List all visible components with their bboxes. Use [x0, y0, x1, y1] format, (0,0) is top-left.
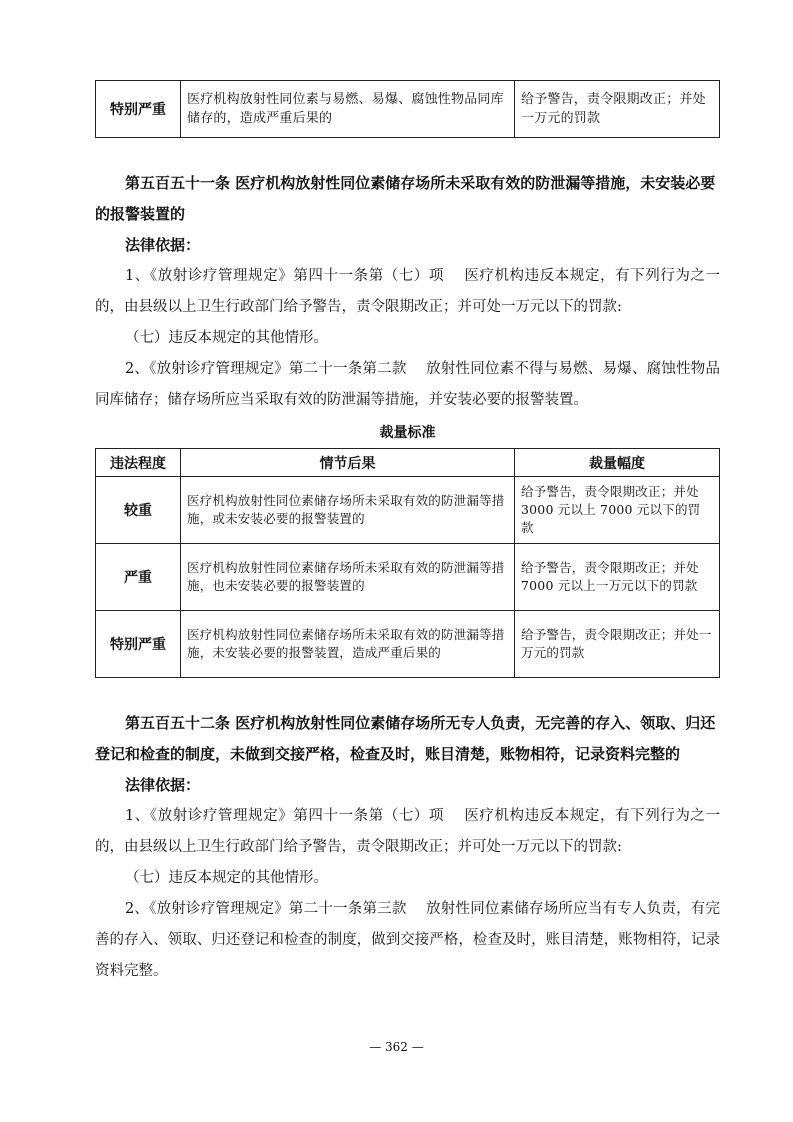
article-552-title: 第五百五十二条 医疗机构放射性同位素储存场所无专人负责，无完善的存入、领取、归还登记和检查的制度，未做到交接严格，检查及时，账目清楚，账物相符，记录资料完整的 — [95, 714, 716, 763]
page-number: — 362 — — [369, 1040, 424, 1054]
legal-basis-1: 1、《放射诊疗管理规定》第四十一条第（七）项 医疗机构违反本规定，有下列行为之一的，由县级以上卫生行政部门给予警告，责令限期改正；并可处一万元以下的罚款: — [95, 268, 720, 315]
penalty-cell: 给予警告，责令限期改正；并处 7000 元以上一万元以下的罚款 — [515, 544, 720, 611]
severity-level: 特别严重 — [96, 611, 181, 678]
table-header-row — [96, 449, 720, 477]
circumstance-cell: 医疗机构放射性同位素与易燃、易爆、腐蚀性物品同库储存的，造成严重后果的 — [181, 81, 515, 138]
legal-basis-2: 2、《放射诊疗管理规定》第二十一条第三款 放射性同位素储存场所应当有专人负责，有完善的存入、领取、归还登记和检查的制度，做到交接严格，检查及时，账目清楚，账物相符，记录资料完整。 — [95, 901, 720, 979]
column-header: 裁量幅度 — [515, 449, 720, 477]
table-caption: 裁量标准 — [379, 425, 436, 441]
penalty-cell: 给予警告，责令限期改正；并处一万元的罚款 — [515, 611, 720, 678]
table-row — [96, 81, 720, 138]
column-header: 违法程度 — [96, 449, 181, 477]
penalty-cell: 给予警告，责令限期改正；并处 3000 元以上 7000 元以下的罚款 — [515, 477, 720, 544]
legal-basis-label: 法律依据： — [125, 776, 201, 794]
circumstance-cell: 医疗机构放射性同位素储存场所未采取有效的防泄漏等措施，未安装必要的报警装置，造成严重后果的 — [181, 611, 515, 678]
top-discretion-table — [95, 80, 720, 138]
legal-basis-1-item: （七）违反本规定的其他情形。 — [125, 330, 328, 346]
table-row — [96, 544, 720, 611]
severity-level: 较重 — [96, 477, 181, 544]
discretion-standard-table — [95, 448, 720, 678]
legal-basis-2: 2、《放射诊疗管理规定》第二十一条第二款 放射性同位素不得与易燃、易爆、腐蚀性物品同库储存；储存场所应当采取有效的防泄漏等措施，并安装必要的报警装置。 — [95, 361, 720, 408]
table-row — [96, 477, 720, 544]
circumstance-cell: 医疗机构放射性同位素储存场所未采取有效的防泄漏等措施，也未安装必要的报警装置的 — [181, 544, 515, 611]
severity-level: 严重 — [96, 544, 181, 611]
column-header: 情节后果 — [181, 449, 515, 477]
penalty-cell: 给予警告，责令限期改正；并处一万元的罚款 — [515, 81, 720, 138]
circumstance-cell: 医疗机构放射性同位素储存场所未采取有效的防泄漏等措施，或未安装必要的报警装置的 — [181, 477, 515, 544]
severity-level: 特别严重 — [96, 81, 181, 138]
table-row — [96, 611, 720, 678]
article-551-title: 第五百五十一条 医疗机构放射性同位素储存场所未采取有效的防泄漏等措施，未安装必要的报警装置的 — [95, 174, 716, 223]
legal-basis-label: 法律依据： — [125, 236, 201, 254]
legal-basis-1-item: （七）违反本规定的其他情形。 — [125, 870, 328, 886]
document-page — [95, 80, 720, 987]
legal-basis-1: 1、《放射诊疗管理规定》第四十一条第（七）项 医疗机构违反本规定，有下列行为之一的，由县级以上卫生行政部门给予警告，责令限期改正；并可处一万元以下的罚款: — [95, 808, 720, 855]
